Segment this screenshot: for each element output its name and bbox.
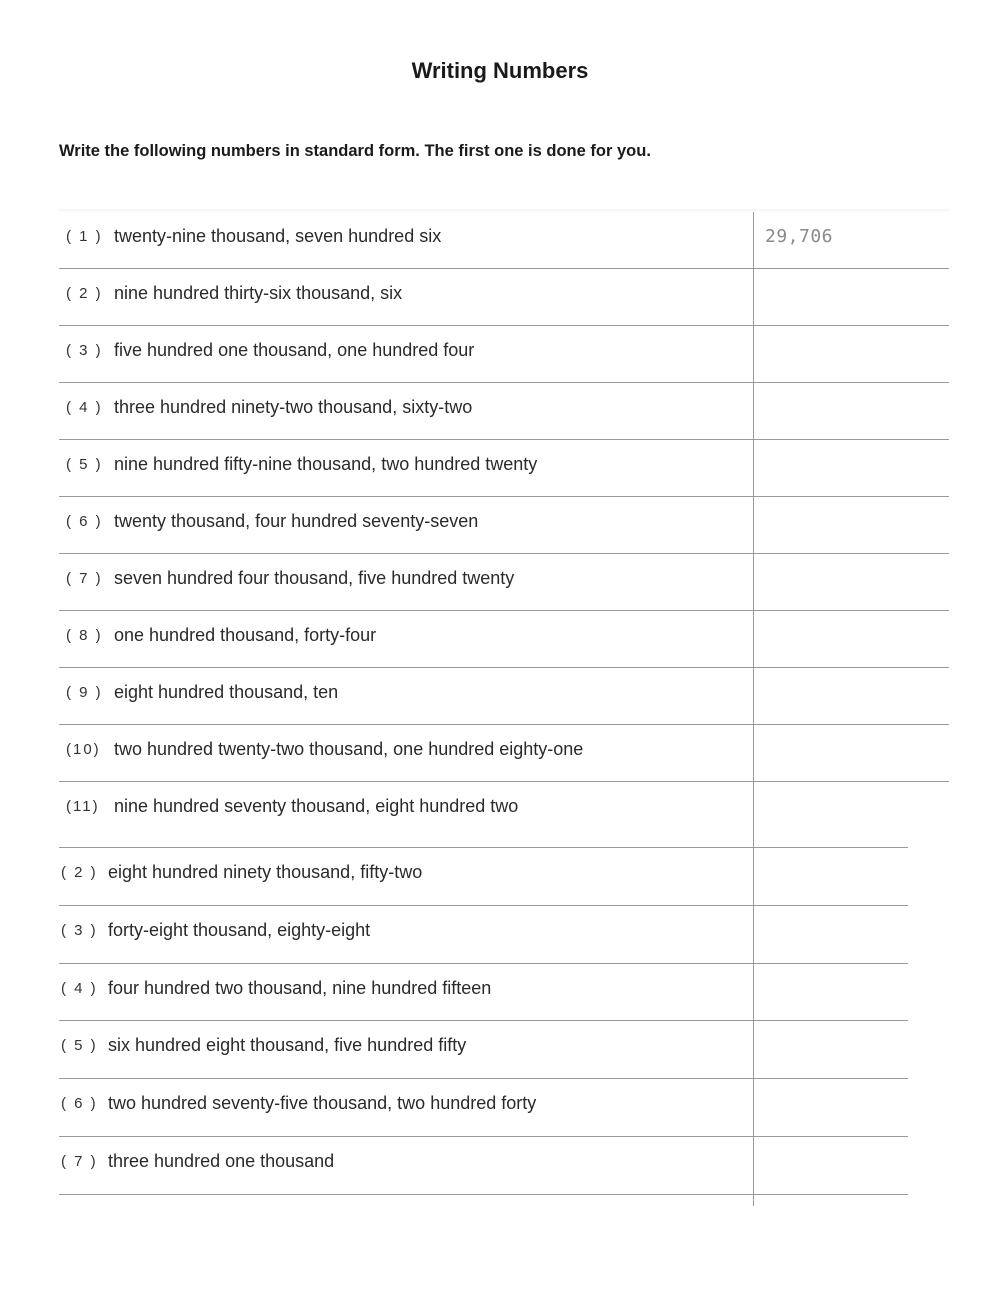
number-in-words: forty-eight thousand, eighty-eight xyxy=(108,919,371,940)
answer-cell[interactable] xyxy=(753,212,950,268)
table-row xyxy=(59,497,949,554)
question-number: ( 4 ) xyxy=(66,399,103,416)
number-in-words: nine hundred fifty-nine thousand, two hundred twenty xyxy=(114,454,538,474)
number-in-words: four hundred two thousand, nine hundred fifteen xyxy=(108,977,492,998)
question-number: ( 1 ) xyxy=(66,228,103,245)
table-row xyxy=(59,269,949,326)
answer-cell[interactable] xyxy=(753,497,950,553)
table-row xyxy=(59,326,949,383)
instructions: Write the following numbers in standard form. The first one is done for you. xyxy=(59,142,651,160)
table-row xyxy=(59,668,949,725)
table-row xyxy=(59,611,949,668)
table-row xyxy=(59,1021,908,1079)
question-number: ( 8 ) xyxy=(66,627,103,644)
answer-cell[interactable] xyxy=(753,440,950,496)
number-in-words: six hundred eight thousand, five hundred fifty xyxy=(108,1035,467,1056)
question-number: ( 3 ) xyxy=(66,342,103,359)
question-number: (11) xyxy=(66,798,100,815)
answer-cell[interactable] xyxy=(753,269,950,325)
question-number: ( 2 ) xyxy=(61,864,98,881)
number-in-words: one hundred thousand, forty-four xyxy=(114,625,377,645)
answer-cell[interactable] xyxy=(753,383,950,439)
table-row xyxy=(59,725,949,782)
answer-cell[interactable] xyxy=(753,848,909,905)
answer-cell[interactable] xyxy=(753,782,950,836)
question-number: ( 4 ) xyxy=(61,979,98,997)
page-title: Writing Numbers xyxy=(411,58,589,83)
number-in-words: two hundred seventy-five thousand, two hundred forty xyxy=(108,1093,537,1114)
answer-cell[interactable] xyxy=(753,668,950,724)
table-row xyxy=(59,440,949,497)
answer-cell[interactable] xyxy=(753,1021,909,1078)
number-in-words: three hundred one thousand xyxy=(108,1150,335,1171)
worksheet-table-2 xyxy=(59,847,908,1195)
table-row xyxy=(59,906,908,964)
question-number: ( 6 ) xyxy=(61,1095,98,1113)
number-in-words: twenty thousand, four hundred seventy-seven xyxy=(114,511,479,531)
answer-value: 29,706 xyxy=(765,226,834,247)
number-in-words: twenty-nine thousand, seven hundred six xyxy=(114,226,442,246)
table-row xyxy=(59,554,949,611)
answer-cell[interactable] xyxy=(753,1137,909,1194)
number-in-words: five hundred one thousand, one hundred four xyxy=(114,340,475,360)
question-number: ( 2 ) xyxy=(66,285,103,302)
answer-cell[interactable] xyxy=(753,326,950,382)
number-in-words: eight hundred thousand, ten xyxy=(114,682,339,702)
number-in-words: seven hundred four thousand, five hundred twenty xyxy=(114,568,515,588)
question-number: ( 7 ) xyxy=(61,1152,98,1170)
answer-cell[interactable] xyxy=(753,554,950,610)
answer-cell[interactable] xyxy=(753,906,909,963)
question-number: ( 5 ) xyxy=(61,1037,98,1055)
number-in-words: three hundred ninety-two thousand, sixty-two xyxy=(114,397,473,417)
number-in-words: nine hundred thirty-six thousand, six xyxy=(114,283,403,303)
answer-cell[interactable] xyxy=(753,611,950,667)
table-row xyxy=(59,212,949,269)
question-number: ( 3 ) xyxy=(61,921,98,939)
column-divider-stub xyxy=(753,1194,754,1206)
answer-cell[interactable] xyxy=(753,725,950,781)
answer-cell[interactable] xyxy=(753,964,909,1021)
table-row xyxy=(59,1137,908,1195)
question-number: ( 6 ) xyxy=(66,513,103,530)
table-row xyxy=(59,1079,908,1137)
question-number: (10) xyxy=(66,741,101,758)
number-in-words: nine hundred seventy thousand, eight hundred two xyxy=(114,796,519,816)
question-number: ( 9 ) xyxy=(66,684,103,701)
number-in-words: two hundred twenty-two thousand, one hundred eighty-one xyxy=(114,739,584,759)
number-in-words: eight hundred ninety thousand, fifty-two xyxy=(108,862,423,882)
question-number: ( 5 ) xyxy=(66,456,103,473)
table-row xyxy=(59,964,908,1022)
answer-cell[interactable] xyxy=(753,1079,909,1136)
column-divider-stub xyxy=(753,836,754,848)
table-row xyxy=(59,782,949,836)
table-row xyxy=(59,848,908,906)
table-row xyxy=(59,383,949,440)
worksheet-table-1 xyxy=(59,212,949,836)
question-number: ( 7 ) xyxy=(66,570,103,587)
